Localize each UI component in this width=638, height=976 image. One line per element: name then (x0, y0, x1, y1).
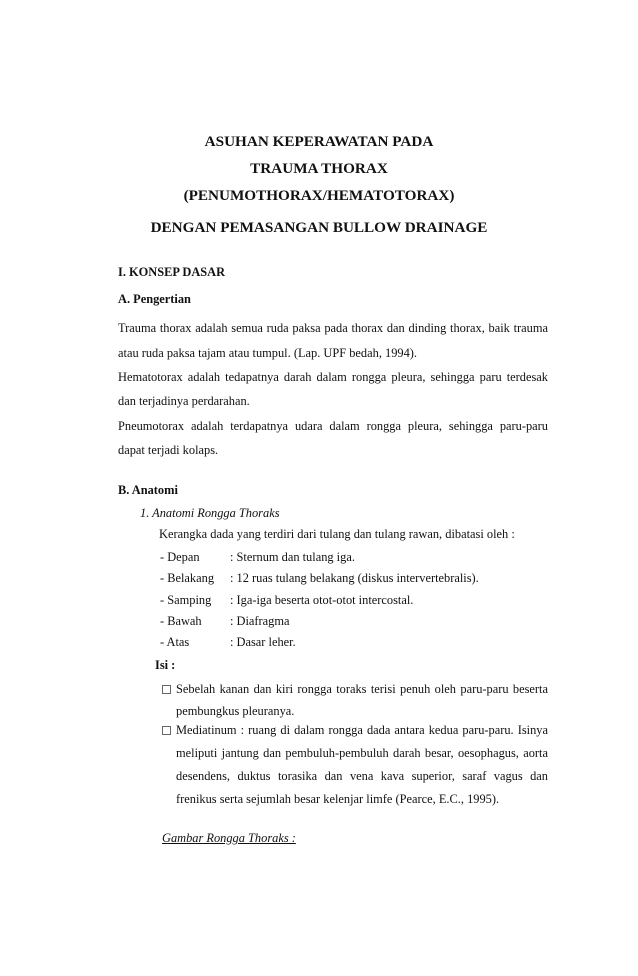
bullet2-line-1: Mediatinum : ruang di dalam rongga dada antara kedua paru-paru. Isinya (176, 723, 548, 737)
row-desc-depan: : Sternum dan tulang iga. (230, 550, 355, 564)
row-desc-bawah: : Diafragma (230, 614, 290, 628)
row-desc-belakang: : 12 ruas tulang belakang (diskus intervertebralis). (230, 571, 479, 585)
row-term-samping: - Samping (160, 593, 212, 607)
row-term-depan: - Depan (160, 550, 200, 564)
title-line-1: ASUHAN KEPERAWATAN PADA (204, 133, 434, 150)
title-line-3: (PENUMOTHORAX/HEMATOTORAX) (183, 187, 455, 204)
row-term-belakang: - Belakang (160, 571, 215, 585)
isi-label: Isi : (155, 658, 176, 672)
bullet1-line-2: pembungkus pleuranya. (176, 704, 295, 718)
subheading-anatomi: B. Anatomi (118, 483, 178, 497)
row-term-atas: - Atas (160, 635, 190, 649)
kerangka-intro: Kerangka dada yang terdiri dari tulang dan tulang rawan, dibatasi oleh : (159, 527, 515, 541)
row-desc-atas: : Dasar leher. (230, 635, 296, 649)
bullet2-line-4: frenikus serta sejumlah besar kelenjar limfe (Pearce, E.C., 1995). (176, 792, 500, 806)
paragraph-pneumotorax-line-2: dapat terjadi kolaps. (118, 443, 219, 457)
bullet2-line-2: meliputi jantung dan pembuluh-pembuluh darah besar, oesophagus, aorta (176, 746, 548, 760)
paragraph-hematotorax-line-1: Hematotorax adalah tedapatnya darah dalam rongga pleura, sehingga paru terdesak (118, 370, 548, 384)
title-line-4: DENGAN PEMASANGAN BULLOW DRAINAGE (150, 219, 488, 236)
row-desc-samping: : Iga-iga beserta otot-otot intercostal. (230, 593, 414, 607)
paragraph-trauma-line-1: Trauma thorax adalah semua ruda paksa pada thorax dan dinding thorax, baik trauma (118, 321, 548, 335)
bullet1-line-1: Sebelah kanan dan kiri rongga toraks terisi penuh oleh paru-paru beserta (176, 682, 548, 696)
bullet-square-icon (162, 726, 171, 735)
paragraph-pneumotorax-line-1: Pneumotorax adalah terdapatnya udara dalam rongga pleura, sehingga paru-paru (118, 419, 548, 433)
row-term-bawah: - Bawah (160, 614, 202, 628)
bullet-square-icon (162, 685, 171, 694)
figure-caption: Gambar Rongga Thoraks : (162, 831, 296, 845)
bullet2-line-3: desendens, duktus torasika dan vena kava superior, saraf vagus dan (176, 769, 548, 783)
paragraph-hematotorax-line-2: dan terjadinya perdarahan. (118, 394, 250, 408)
item-anatomi-rongga-thoraks: 1. Anatomi Rongga Thoraks (140, 506, 280, 520)
paragraph-trauma-line-2: atau ruda paksa tajam atau tumpul. (Lap. UPF bedah, 1994). (118, 346, 418, 360)
title-line-2: TRAUMA THORAX (250, 160, 388, 177)
section-heading-konsep-dasar: I. KONSEP DASAR (118, 265, 226, 279)
subheading-pengertian: A. Pengertian (118, 292, 191, 306)
